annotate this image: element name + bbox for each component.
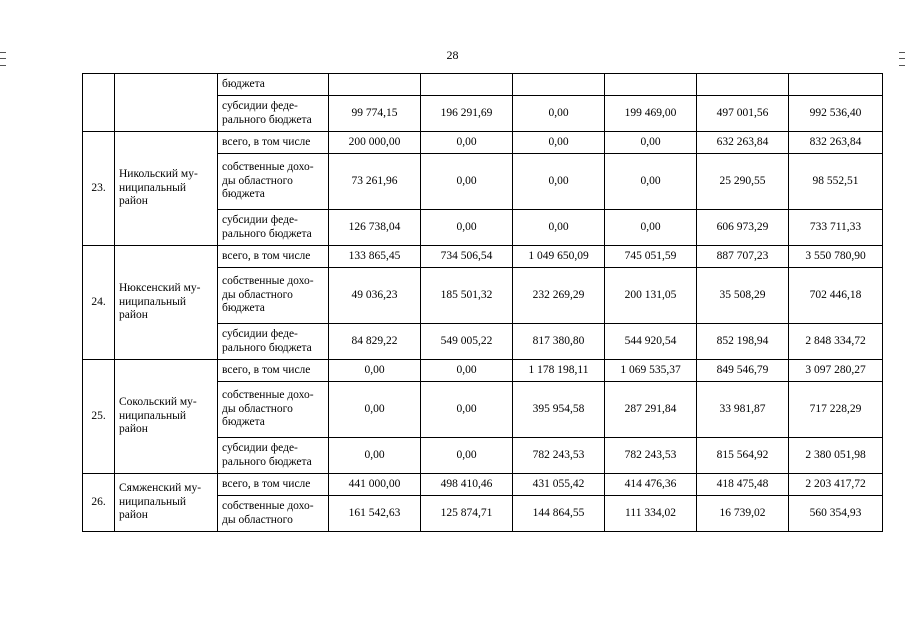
funding-source-label: субсидии феде- рального бюджета — [218, 96, 329, 132]
amount-cell: 1 069 535,37 — [605, 360, 697, 382]
amount-cell: 782 243,53 — [513, 438, 605, 474]
amount-cell: 0,00 — [421, 132, 513, 154]
amount-cell: 35 508,29 — [697, 268, 789, 324]
amount-cell: 0,00 — [421, 210, 513, 246]
amount-cell: 98 552,51 — [789, 154, 883, 210]
amount-cell: 185 501,32 — [421, 268, 513, 324]
amount-cell: 734 506,54 — [421, 246, 513, 268]
amount-cell: 418 475,48 — [697, 474, 789, 496]
amount-cell: 73 261,96 — [329, 154, 421, 210]
amount-cell: 782 243,53 — [605, 438, 697, 474]
amount-cell: 125 874,71 — [421, 496, 513, 532]
amount-cell: 0,00 — [605, 210, 697, 246]
funding-source-label: всего, в том числе — [218, 360, 329, 382]
district-name — [115, 74, 218, 132]
amount-cell: 0,00 — [329, 438, 421, 474]
table-row — [83, 474, 883, 496]
amount-cell: 200 000,00 — [329, 132, 421, 154]
table-row — [83, 360, 883, 382]
amount-cell — [789, 74, 883, 96]
amount-cell: 2 380 051,98 — [789, 438, 883, 474]
amount-cell: 431 055,42 — [513, 474, 605, 496]
amount-cell: 395 954,58 — [513, 382, 605, 438]
amount-cell: 0,00 — [329, 360, 421, 382]
table-body — [83, 74, 883, 532]
amount-cell: 126 738,04 — [329, 210, 421, 246]
amount-cell: 815 564,92 — [697, 438, 789, 474]
amount-cell: 887 707,23 — [697, 246, 789, 268]
amount-cell: 702 446,18 — [789, 268, 883, 324]
budget-table — [82, 73, 883, 532]
amount-cell: 49 036,23 — [329, 268, 421, 324]
amount-cell: 817 380,80 — [513, 324, 605, 360]
district-name: Сямженский му- ниципальный район — [115, 474, 218, 532]
amount-cell: 560 354,93 — [789, 496, 883, 532]
amount-cell: 196 291,69 — [421, 96, 513, 132]
amount-cell: 0,00 — [605, 154, 697, 210]
amount-cell: 849 546,79 — [697, 360, 789, 382]
amount-cell: 745 051,59 — [605, 246, 697, 268]
amount-cell: 0,00 — [605, 132, 697, 154]
amount-cell: 200 131,05 — [605, 268, 697, 324]
row-number: 24. — [83, 246, 115, 360]
amount-cell — [513, 74, 605, 96]
amount-cell: 1 178 198,11 — [513, 360, 605, 382]
amount-cell: 16 739,02 — [697, 496, 789, 532]
amount-cell: 0,00 — [513, 154, 605, 210]
funding-source-label: бюджета — [218, 74, 329, 96]
table-row — [83, 132, 883, 154]
funding-source-label: всего, в том числе — [218, 474, 329, 496]
funding-source-label: всего, в том числе — [218, 246, 329, 268]
amount-cell: 606 973,29 — [697, 210, 789, 246]
amount-cell: 2 848 334,72 — [789, 324, 883, 360]
amount-cell: 0,00 — [513, 96, 605, 132]
page-number: 28 — [446, 48, 459, 62]
amount-cell: 1 049 650,09 — [513, 246, 605, 268]
district-name: Никольский му- ниципальный район — [115, 132, 218, 246]
amount-cell — [605, 74, 697, 96]
table-row — [83, 246, 883, 268]
amount-cell: 498 410,46 — [421, 474, 513, 496]
row-number: 23. — [83, 132, 115, 246]
amount-cell: 2 203 417,72 — [789, 474, 883, 496]
amount-cell: 232 269,29 — [513, 268, 605, 324]
funding-source-label: собственные дохо- ды областного — [218, 496, 329, 532]
amount-cell: 992 536,40 — [789, 96, 883, 132]
amount-cell: 0,00 — [421, 154, 513, 210]
funding-source-label: субсидии феде- рального бюджета — [218, 324, 329, 360]
amount-cell: 99 774,15 — [329, 96, 421, 132]
amount-cell: 852 198,94 — [697, 324, 789, 360]
amount-cell: 549 005,22 — [421, 324, 513, 360]
amount-cell: 414 476,36 — [605, 474, 697, 496]
amount-cell — [697, 74, 789, 96]
amount-cell: 832 263,84 — [789, 132, 883, 154]
amount-cell: 3 550 780,90 — [789, 246, 883, 268]
funding-source-label: субсидии феде- рального бюджета — [218, 438, 329, 474]
amount-cell: 33 981,87 — [697, 382, 789, 438]
amount-cell — [421, 74, 513, 96]
amount-cell: 161 542,63 — [329, 496, 421, 532]
amount-cell: 544 920,54 — [605, 324, 697, 360]
amount-cell: 0,00 — [513, 132, 605, 154]
row-number: 26. — [83, 474, 115, 532]
amount-cell: 733 711,33 — [789, 210, 883, 246]
amount-cell: 111 334,02 — [605, 496, 697, 532]
amount-cell: 632 263,84 — [697, 132, 789, 154]
funding-source-label: всего, в том числе — [218, 132, 329, 154]
scan-edge-mark-left — [0, 52, 6, 66]
amount-cell: 0,00 — [329, 382, 421, 438]
district-name: Сокольский му- ниципальный район — [115, 360, 218, 474]
amount-cell: 441 000,00 — [329, 474, 421, 496]
amount-cell: 0,00 — [513, 210, 605, 246]
amount-cell: 717 228,29 — [789, 382, 883, 438]
amount-cell: 133 865,45 — [329, 246, 421, 268]
funding-source-label: собственные дохо- ды областного бюджета — [218, 382, 329, 438]
amount-cell: 3 097 280,27 — [789, 360, 883, 382]
amount-cell: 287 291,84 — [605, 382, 697, 438]
amount-cell: 199 469,00 — [605, 96, 697, 132]
funding-source-label: собственные дохо- ды областного бюджета — [218, 154, 329, 210]
amount-cell: 25 290,55 — [697, 154, 789, 210]
amount-cell: 0,00 — [421, 438, 513, 474]
row-number — [83, 74, 115, 132]
amount-cell: 84 829,22 — [329, 324, 421, 360]
district-name: Нюксенский му- ниципальный район — [115, 246, 218, 360]
amount-cell — [329, 74, 421, 96]
amount-cell: 0,00 — [421, 360, 513, 382]
table-row — [83, 74, 883, 96]
amount-cell: 497 001,56 — [697, 96, 789, 132]
funding-source-label: субсидии феде- рального бюджета — [218, 210, 329, 246]
amount-cell: 144 864,55 — [513, 496, 605, 532]
funding-source-label: собственные дохо- ды областного бюджета — [218, 268, 329, 324]
scan-edge-mark-right — [899, 52, 905, 66]
amount-cell: 0,00 — [421, 382, 513, 438]
row-number: 25. — [83, 360, 115, 474]
